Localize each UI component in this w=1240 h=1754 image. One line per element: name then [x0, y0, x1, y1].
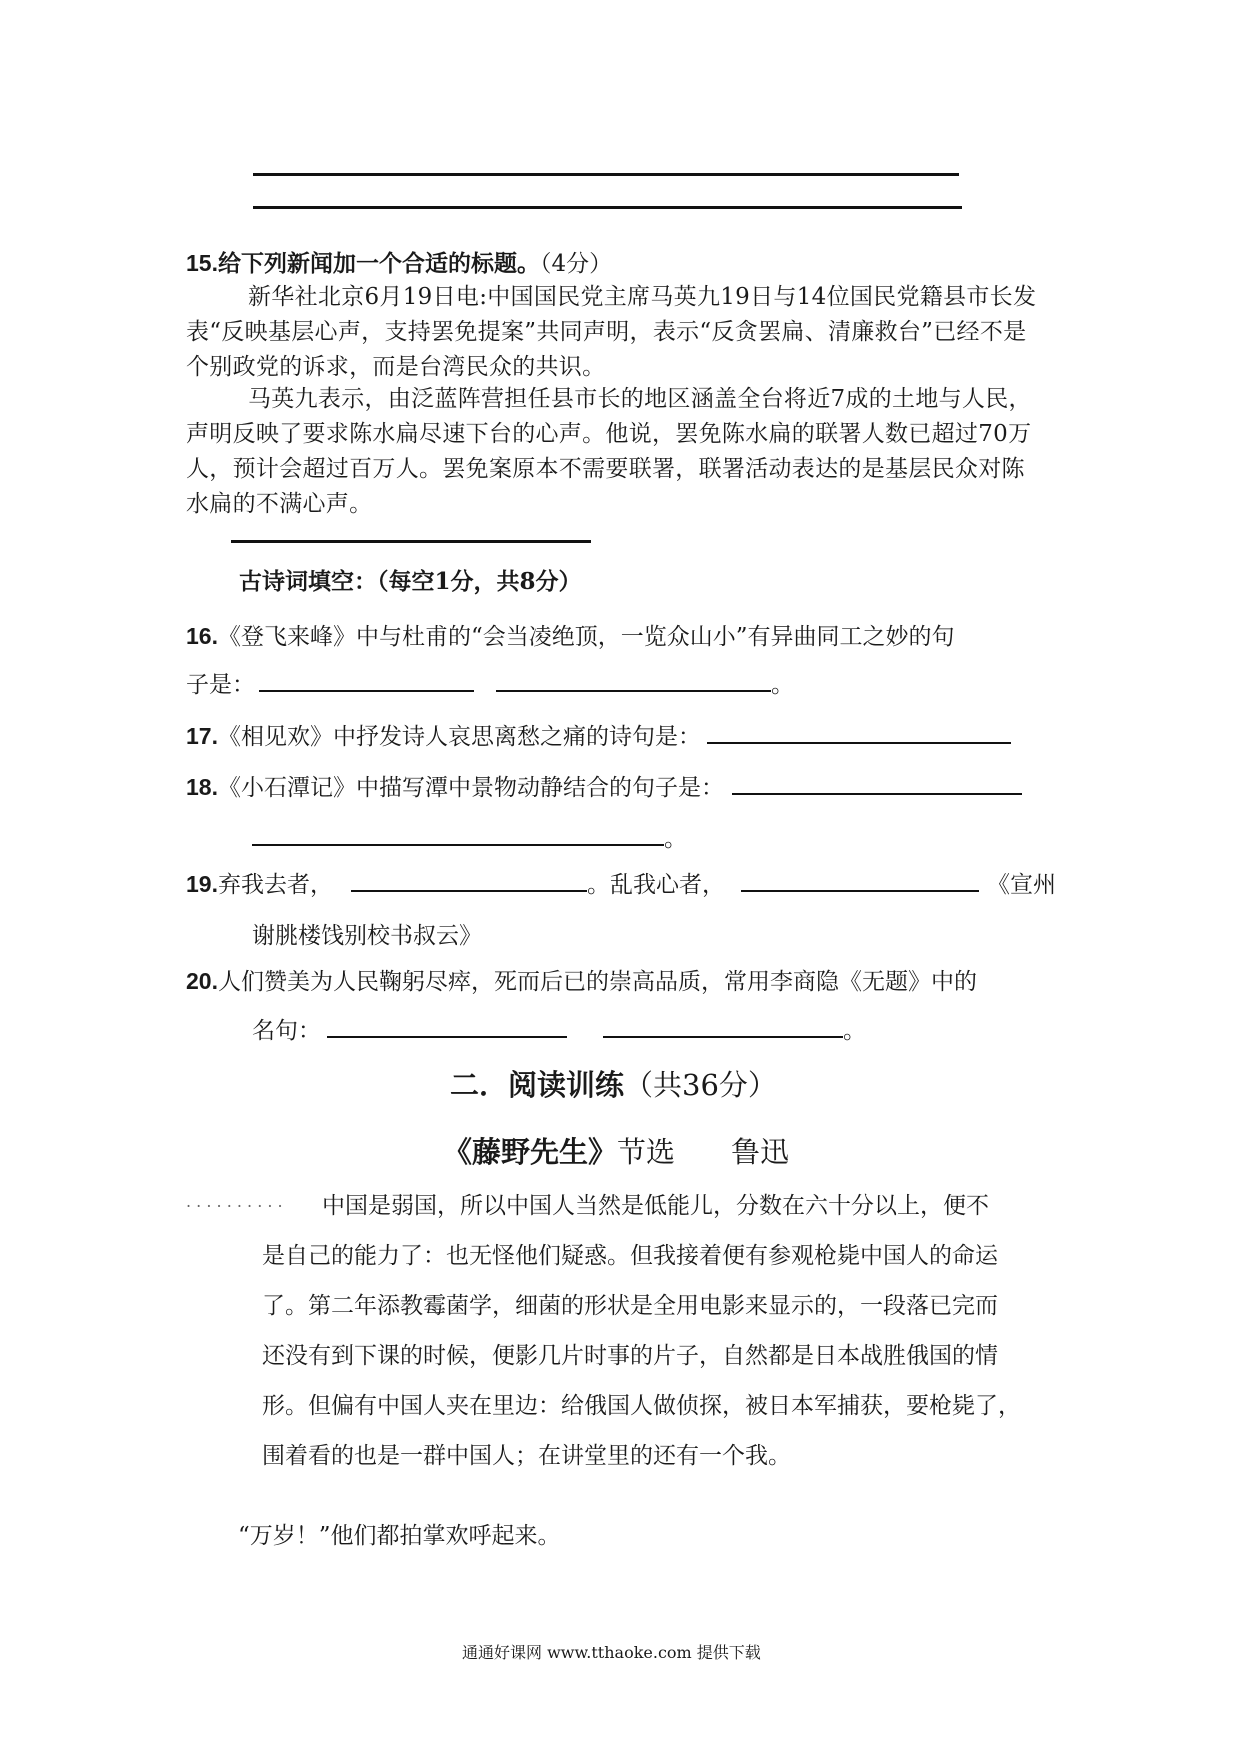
q15-score: （4分）: [539, 251, 613, 277]
q20-blank-1[interactable]: [327, 1012, 567, 1038]
article-heading: [443, 1130, 789, 1171]
answer-line: [253, 173, 959, 176]
article-author: 鲁迅: [731, 1135, 790, 1169]
q16-blank-2[interactable]: [496, 666, 771, 692]
q17-text: 《相见欢》中抒发诗人哀思离愁之痛的诗句是：: [217, 724, 701, 750]
q18: [186, 769, 1022, 802]
section-title: 二．阅读训练: [450, 1068, 625, 1102]
q19-part-b: 。乱我心者，: [586, 872, 725, 898]
q18-blank-1[interactable]: [732, 769, 1022, 795]
q20-cont: 名句：: [252, 1018, 321, 1044]
passage-line-2: 是自己的能力了：也无怪他们疑惑。但我接着便有参观枪毙中国人的命运: [262, 1243, 998, 1269]
q16-end: 。: [771, 672, 794, 698]
q19-blank-1[interactable]: [351, 866, 587, 892]
passage-quote: “万岁！”他们都拍掌欢呼起来。: [238, 1523, 561, 1549]
q19-blank-2[interactable]: [741, 866, 979, 892]
q19-part-c: 《宣州: [986, 872, 1056, 898]
q15-answer-line: [231, 540, 591, 543]
q17-number: 17.: [186, 723, 218, 749]
passage-line-3: 了。第二年添教霉菌学，细菌的形状是全用电影来显示的，一段落已完而: [262, 1293, 998, 1319]
q16-cont: 子是：: [186, 672, 255, 698]
q20-end: 。: [843, 1018, 866, 1044]
q20-answer-row: [252, 1012, 866, 1045]
passage-line-6: 围着看的也是一群中国人；在讲堂里的还有一个我。: [262, 1443, 791, 1469]
q18-text: 《小石潭记》中描写潭中景物动静结合的句子是：: [217, 775, 724, 801]
q16: [186, 618, 955, 651]
q18-number: 18.: [186, 774, 218, 800]
q16-blank-1[interactable]: [259, 666, 474, 692]
q19-number: 19.: [186, 871, 218, 897]
q16-number: 16.: [186, 623, 218, 649]
q17-blank[interactable]: [707, 718, 1011, 744]
passage-leader: . . . . . . . . . .: [186, 1192, 283, 1211]
q16-text: 《登飞来峰》中与杜甫的“会当凌绝顶，一览众山小”有异曲同工之妙的句: [217, 624, 955, 650]
q15-number: 15.: [186, 250, 218, 276]
article-title: 《藤野先生》: [443, 1135, 618, 1169]
q20-text: 人们赞美为人民鞠躬尽瘁，死而后已的崇高品质，常用李商隐《无题》中的: [217, 969, 977, 995]
q20-number: 20.: [186, 968, 218, 994]
q17: [186, 718, 1011, 751]
q15-news-paragraph-1: 新华社北京6月19日电:中国国民党主席马英九19日与14位国民党籍县市长发表“反映基层心声，支持罢免提案”共同声明，表示“反贪罢扁、清廉救台”已经不是个别政党的诉求，而是台湾民众的共识。: [186, 284, 1037, 380]
q15-prompt: 给下列新闻加一个合适的标题。: [217, 250, 540, 277]
q20-blank-2[interactable]: [603, 1012, 843, 1038]
q15-heading: [186, 252, 612, 276]
q19-part-a: 弃我去者，: [217, 872, 333, 898]
q15-news-paragraph-2: 马英九表示，由泛蓝阵营担任县市长的地区涵盖全台将近7成的土地与人民，声明反映了要求陈水扁尽速下台的心声。他说，罢免陈水扁的联署人数已超过70万人，预计会超过百万人。罢免案原本不需要联署，联署活动表达的是基层民众对陈水扁的不满心声。: [186, 386, 1032, 517]
article-sub: 节选: [617, 1135, 676, 1169]
q18-end: 。: [664, 826, 687, 852]
section-score: （共36分）: [624, 1068, 777, 1102]
q18-blank-2[interactable]: [252, 820, 664, 846]
poetry-heading: 古诗词填空：（每空1分，共8分）: [239, 568, 582, 595]
answer-line: [253, 206, 962, 209]
passage-line-5: 形。但偏有中国人夹在里边：给俄国人做侦探，被日本军捕获，要枪毙了，: [262, 1393, 1021, 1419]
q19-cont: 谢朓楼饯别校书叔云》: [252, 923, 482, 949]
section-heading: [450, 1063, 777, 1104]
q16-answer-row: [186, 666, 794, 699]
q18-answer-row: [252, 820, 687, 853]
footer-text: 通通好课网 www.tthaoke.com 提供下载: [462, 1643, 761, 1662]
passage-first-line: 中国是弱国，所以中国人当然是低能儿，分数在六十分以上，便不: [322, 1193, 989, 1219]
passage-line-4: 还没有到下课的时候，便影几片时事的片子，自然都是日本战胜俄国的情: [262, 1343, 998, 1369]
q20: [186, 963, 977, 996]
q19: [186, 866, 1056, 899]
